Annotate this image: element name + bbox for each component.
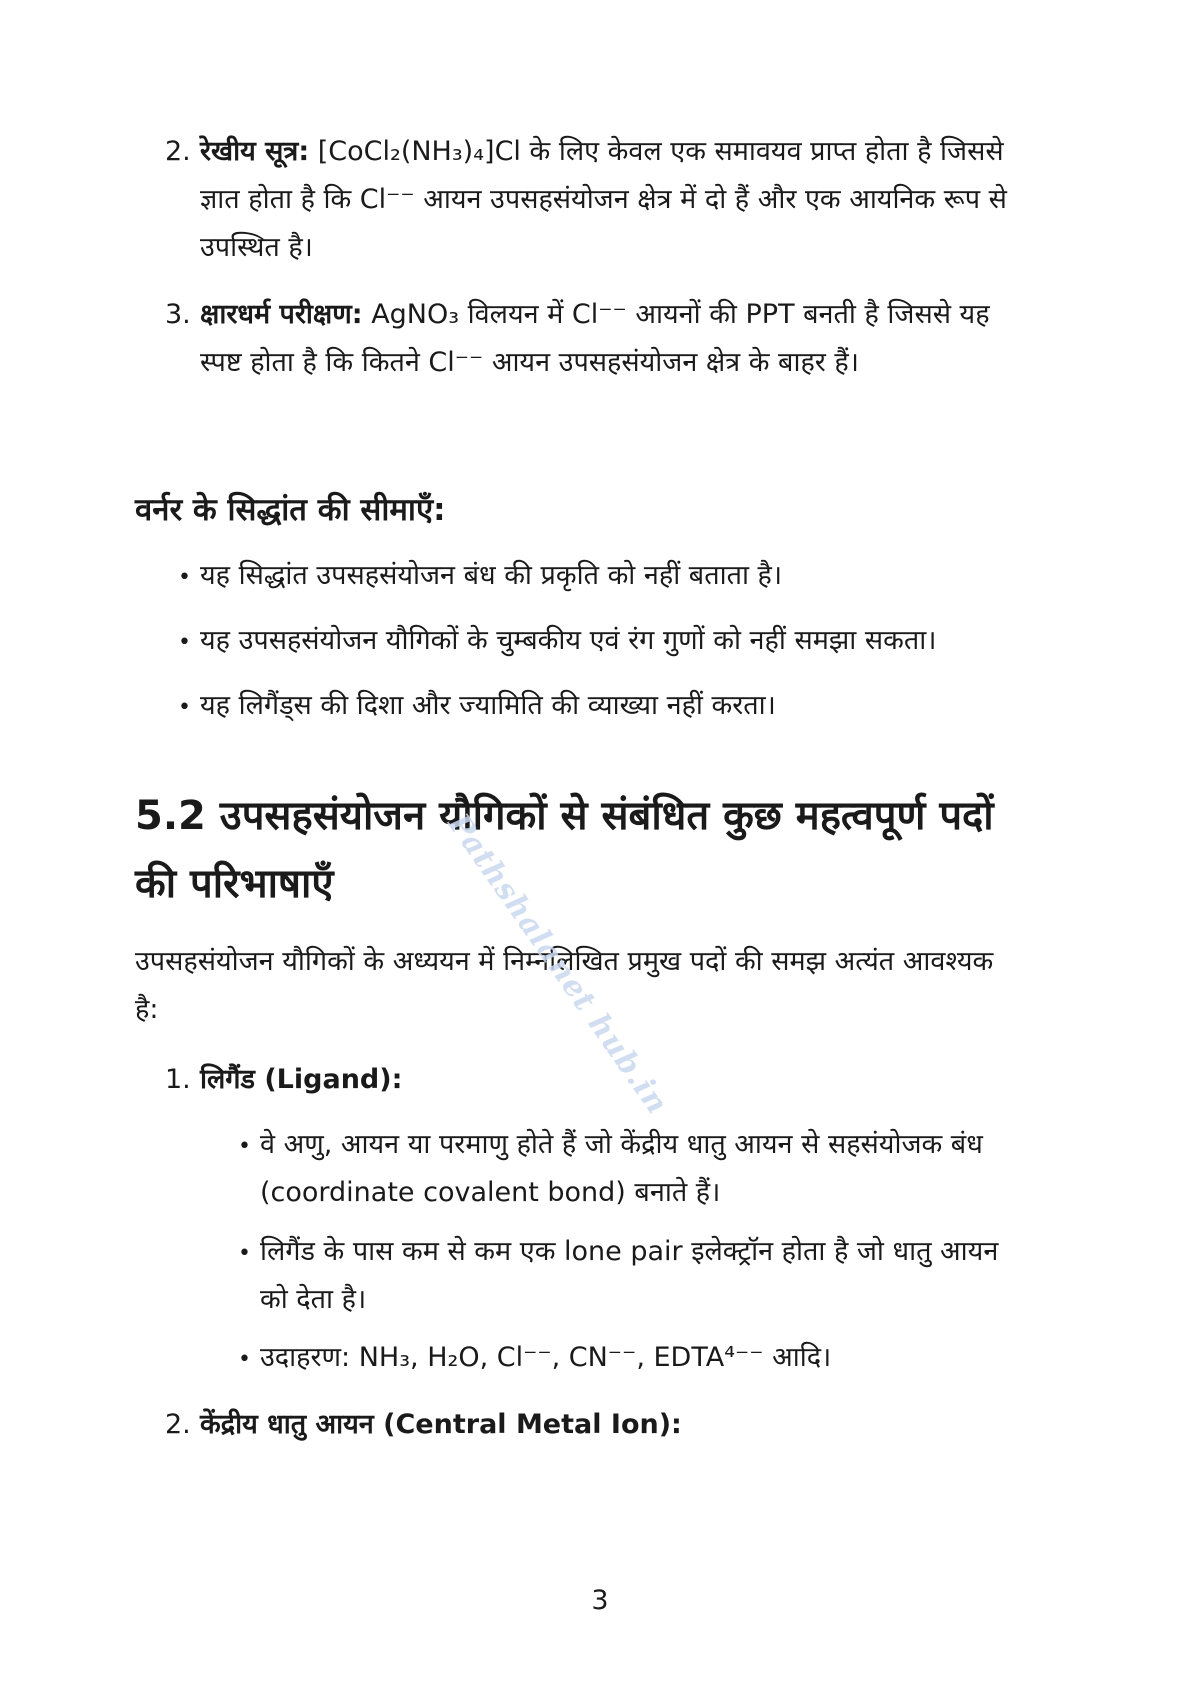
section-title-line1: 5.2 उपसहसंयोजन यौगिकों से संबंधित कुछ महत्वपूर्ण पदों [135, 793, 994, 839]
bullet-glyph: • [178, 630, 191, 655]
term-bullet-line: वे अणु, आयन या परमाणु होते हैं जो केंद्रीय धातु आयन से सहसंयोजक बंध [260, 1129, 983, 1160]
term-bullet-line: उदाहरण: NH₃, H₂O, Cl⁻⁻, CN⁻⁻, EDTA⁴⁻⁻ आदि। [260, 1342, 832, 1373]
list-number: 2. [165, 136, 191, 167]
list-item-line [200, 132, 1004, 172]
limitation-bullet: यह सिद्धांत उपसहसंयोजन बंध की प्रकृति को नहीं बताता है। [200, 560, 783, 591]
list-item-line: उपस्थित है। [200, 232, 313, 263]
watermark: Pathshalanet hub.in [440, 807, 675, 1122]
bullet-glyph: • [178, 695, 191, 720]
list-item-text: [CoCl₂(NH₃)₄]Cl के लिए केवल एक समावयव प्राप्त होता है जिससे [317, 136, 1004, 167]
list-item-line [200, 295, 990, 335]
bullet-glyph: • [178, 565, 191, 590]
page-number: 3 [591, 1585, 609, 1616]
list-number: 1. [165, 1064, 191, 1095]
limitation-bullet: यह लिगैंड्स की दिशा और ज्यामिति की व्याख्या नहीं करता। [200, 690, 776, 721]
list-item-label: क्षारधर्म परीक्षण: [200, 299, 363, 330]
bullet-glyph: • [238, 1241, 251, 1266]
term-bullet-line: लिगैंड के पास कम से कम एक lone pair इलेक्ट्रॉन होता है जो धातु आयन [260, 1236, 999, 1267]
limitation-bullet: यह उपसहसंयोजन यौगिकों के चुम्बकीय एवं रंग गुणों को नहीं समझा सकता। [200, 625, 937, 656]
bullet-glyph: • [238, 1134, 251, 1159]
list-item-line: ज्ञात होता है कि Cl⁻⁻ आयन उपसहसंयोजन क्षेत्र में दो हैं और एक आयनिक रूप से [200, 184, 1007, 215]
list-item-label: रेखीय सूत्र: [200, 136, 310, 167]
section-title-line2: की परिभाषाएँ [135, 861, 334, 907]
list-item-line: स्पष्ट होता है कि कितने Cl⁻⁻ आयन उपसहसंयोजन क्षेत्र के बाहर हैं। [200, 347, 859, 378]
intro-text-line2: है: [135, 994, 159, 1025]
list-item-text: AgNO₃ विलयन में Cl⁻⁻ आयनों की PPT बनती है जिससे यह [371, 299, 990, 330]
term-label: केंद्रीय धातु आयन (Central Metal Ion): [200, 1409, 682, 1440]
term-bullet-line: को देता है। [260, 1284, 367, 1315]
term-label: लिगैंड (Ligand): [200, 1064, 403, 1095]
list-number: 3. [165, 299, 191, 330]
limitations-heading: वर्नर के सिद्धांत की सीमाएँ: [135, 492, 446, 528]
bullet-glyph: • [238, 1347, 251, 1372]
intro-text-line1: उपसहसंयोजन यौगिकों के अध्ययन में निम्नलिखित प्रमुख पदों की समझ अत्यंत आवश्यक [135, 946, 994, 977]
list-number: 2. [165, 1409, 191, 1440]
term-bullet-line: (coordinate covalent bond) बनाते हैं। [260, 1177, 721, 1208]
